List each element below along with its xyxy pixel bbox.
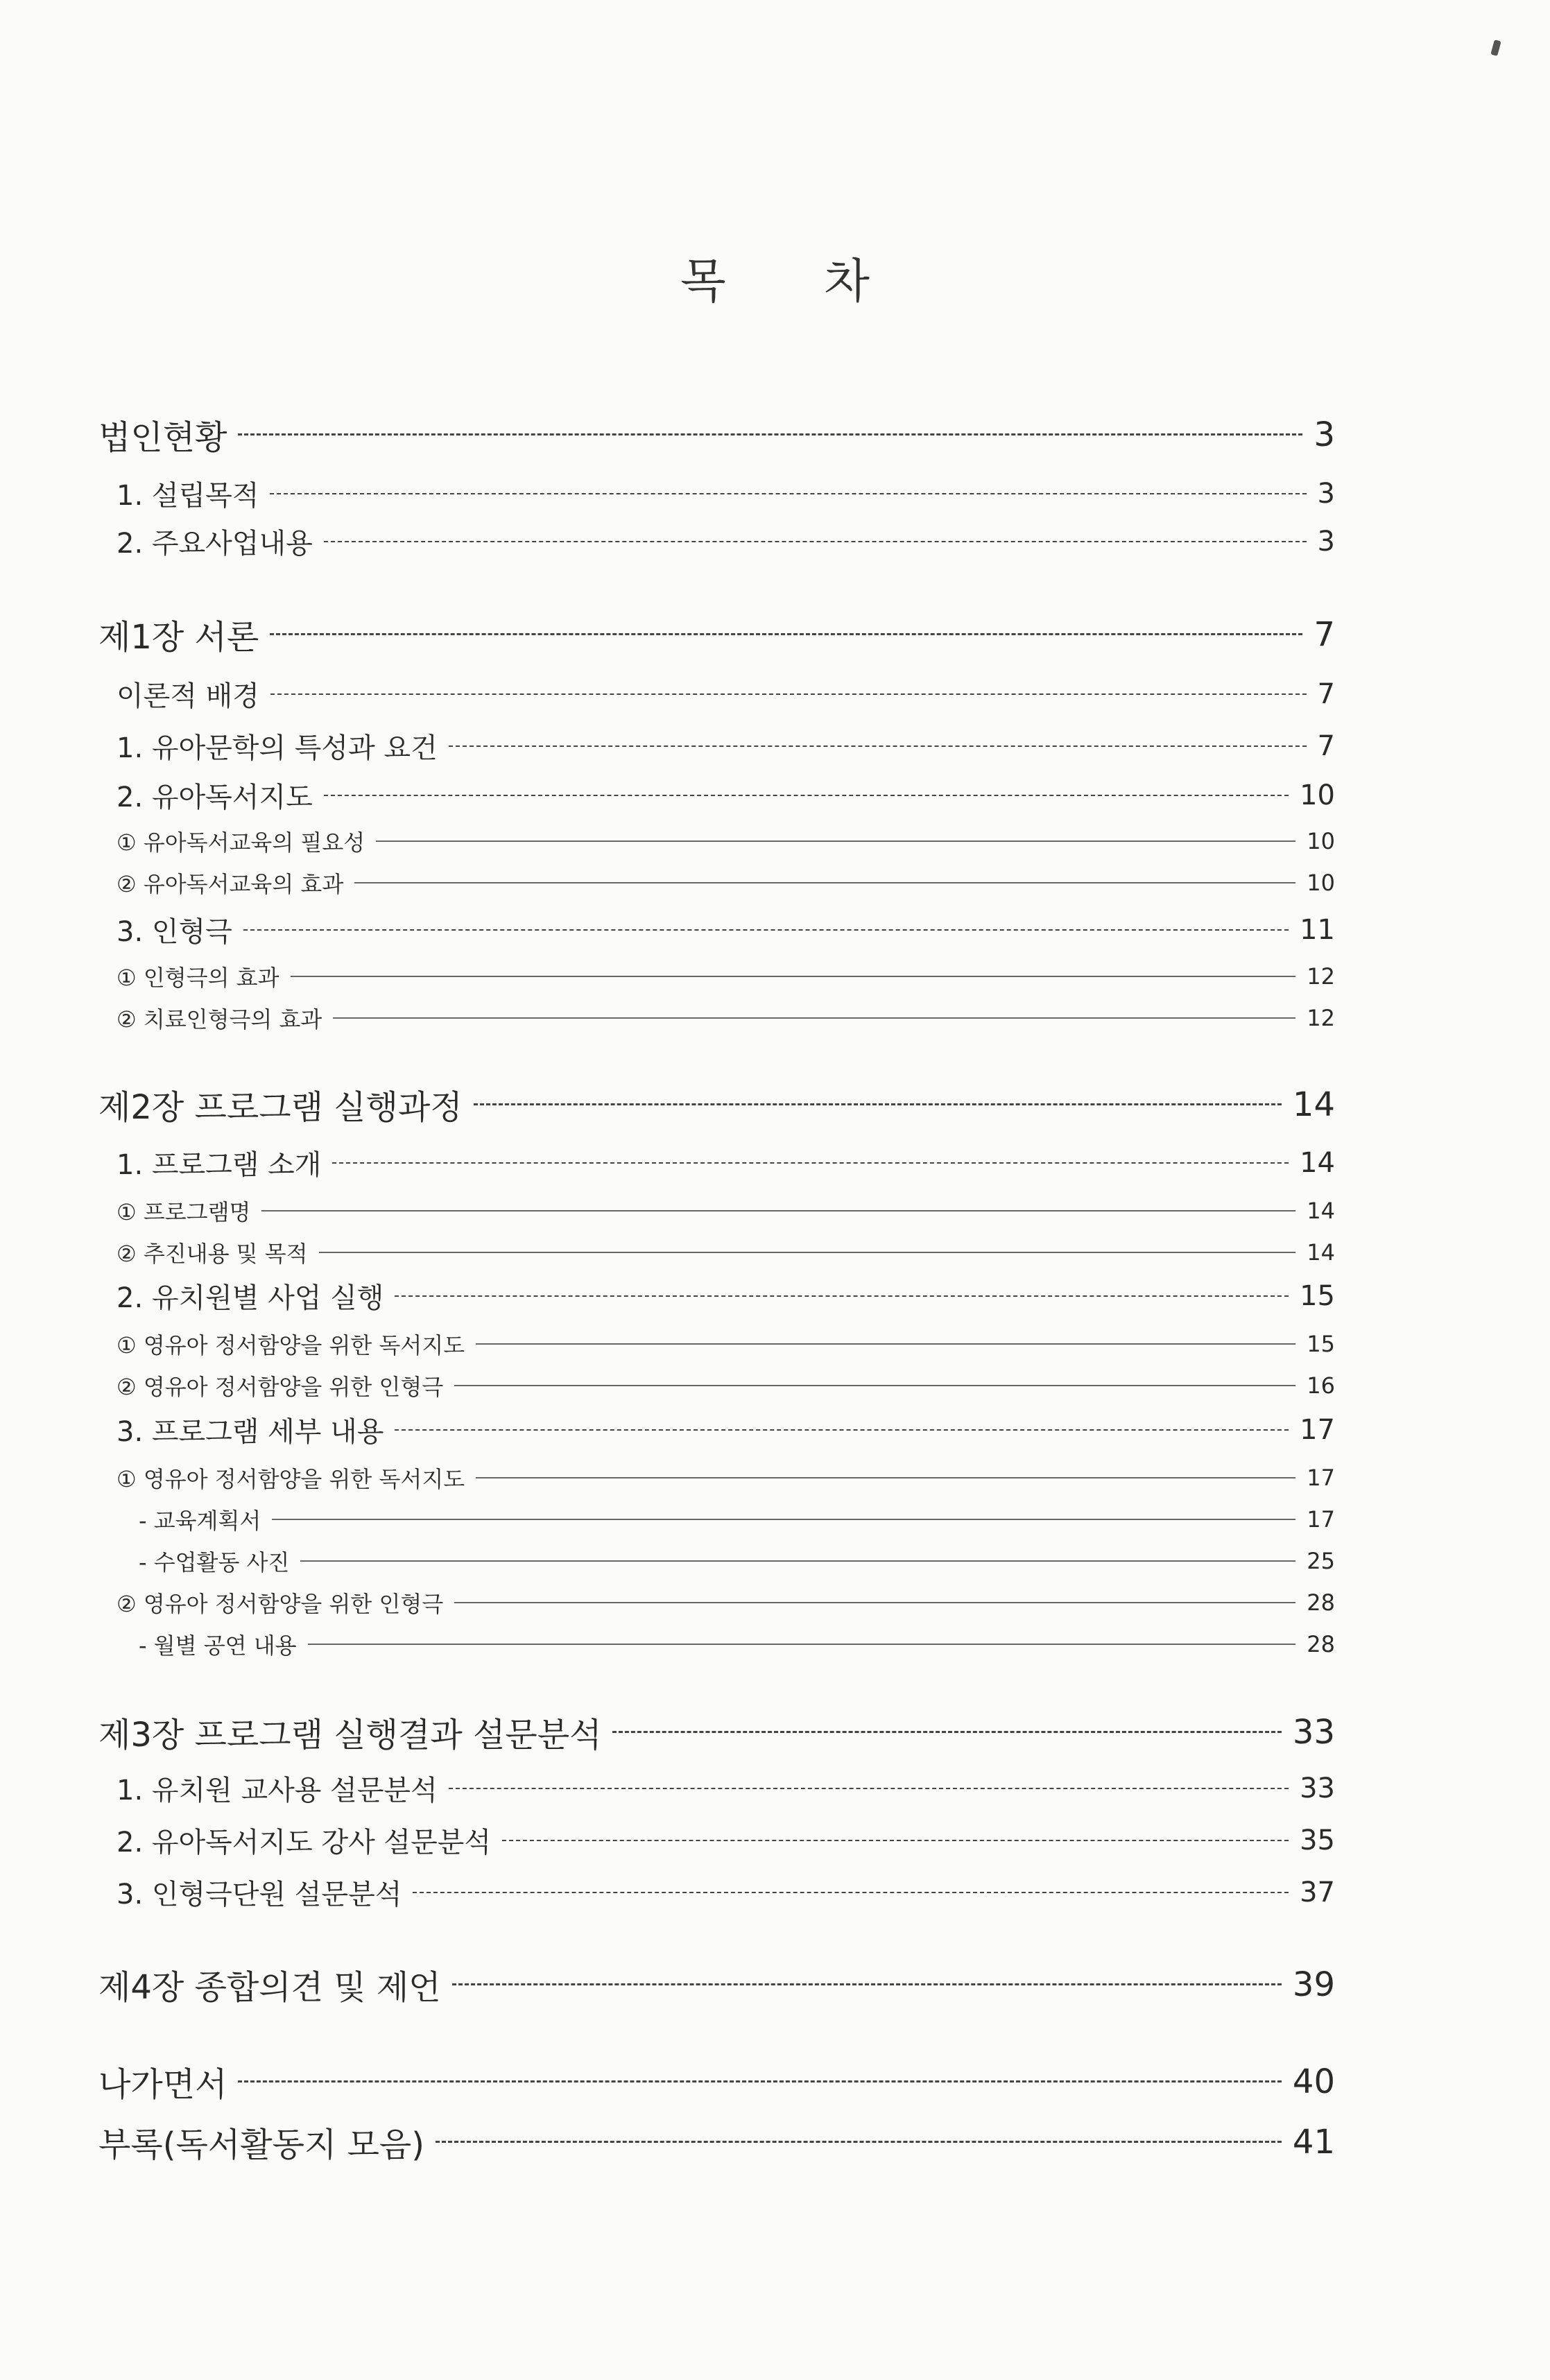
toc-leader	[272, 1519, 1295, 1520]
toc-page: 7	[1314, 614, 1335, 654]
toc-page: 17	[1300, 1413, 1335, 1446]
page-title: 목 차	[680, 255, 911, 309]
toc-leader	[332, 1162, 1289, 1164]
toc-entry-instructor-survey	[117, 1820, 1335, 1860]
toc-entry-details-puppet	[117, 1587, 1335, 1619]
toc-entry-monthly-shows	[139, 1628, 1335, 1660]
toc-label: 이론적 배경	[117, 680, 259, 712]
toc-leader	[354, 882, 1295, 883]
toc-page: 7	[1317, 678, 1335, 710]
toc-page: 10	[1307, 870, 1335, 896]
toc-leader	[436, 2141, 1282, 2143]
toc-entry-puppet-show	[117, 910, 1335, 949]
toc-entry-closing	[98, 2058, 1335, 2105]
toc-label: ① 인형극의 효과	[117, 965, 279, 991]
toc-entry-main-business	[117, 521, 1335, 561]
toc-label: - 교육계획서	[139, 1508, 261, 1534]
toc-leader	[454, 1602, 1295, 1603]
toc-leader	[319, 1252, 1296, 1253]
toc-leader	[395, 1295, 1289, 1297]
toc-page: 35	[1300, 1824, 1335, 1856]
toc-label: ① 영유아 정서함양을 위한 독서지도	[117, 1466, 465, 1492]
toc-leader	[474, 1103, 1282, 1105]
toc-label: ② 영유아 정서함양을 위한 인형극	[117, 1374, 444, 1400]
toc-page: 17	[1307, 1506, 1335, 1533]
toc-page: 7	[1317, 730, 1335, 762]
toc-label: 2. 유치원별 사업 실행	[117, 1282, 384, 1314]
toc-entry-troupe-survey	[117, 1872, 1335, 1912]
toc-label: 1. 프로그램 소개	[117, 1149, 322, 1181]
toc-page: 25	[1307, 1548, 1335, 1574]
toc-label: 제2장 프로그램 실행과정	[98, 1088, 463, 1127]
toc-leader	[502, 1840, 1289, 1841]
toc-page: 3	[1317, 525, 1335, 558]
toc-label: ② 추진내용 및 목적	[117, 1241, 308, 1267]
toc-leader	[333, 1017, 1295, 1019]
toc-page: 16	[1307, 1372, 1335, 1399]
toc-leader	[261, 1210, 1295, 1211]
toc-leader	[270, 493, 1306, 494]
toc-leader	[238, 433, 1302, 436]
toc-entry-chapter-3	[98, 1708, 1335, 1756]
toc-entry-program-details	[117, 1410, 1335, 1449]
toc-label: 2. 주요사업내용	[117, 528, 313, 560]
toc-leader	[270, 693, 1307, 695]
toc-page: 33	[1300, 1772, 1335, 1804]
toc-entry-emotion-reading	[117, 1328, 1335, 1360]
toc-label: - 월별 공연 내용	[139, 1632, 297, 1659]
toc-label: 2. 유아독서지도	[117, 782, 313, 813]
toc-entry-chapter-1	[98, 610, 1335, 658]
toc-page: 3	[1317, 477, 1335, 510]
toc-leader	[395, 1429, 1289, 1431]
toc-label: 3. 인형극단원 설문분석	[117, 1879, 402, 1911]
toc-label: ① 영유아 정서함양을 위한 독서지도	[117, 1332, 465, 1359]
toc-label: 3. 프로그램 세부 내용	[117, 1416, 384, 1448]
toc-page: 12	[1307, 963, 1335, 990]
toc-page: 41	[1292, 2122, 1335, 2162]
toc-entry-reading-effect	[117, 867, 1335, 899]
toc-label: 제3장 프로그램 실행결과 설문분석	[98, 1716, 602, 1754]
toc-leader	[300, 1560, 1295, 1562]
toc-label: ② 치료인형극의 효과	[117, 1006, 322, 1033]
ink-mark	[1490, 40, 1501, 56]
toc-page: 39	[1292, 1965, 1335, 2004]
toc-page: 15	[1307, 1331, 1335, 1357]
toc-label: 1. 설립목적	[117, 480, 259, 512]
toc-page: 14	[1300, 1146, 1335, 1179]
toc-leader	[476, 1477, 1295, 1478]
toc-leader	[243, 929, 1289, 931]
toc-leader	[324, 795, 1289, 796]
toc-leader	[449, 1788, 1289, 1789]
toc-page: 28	[1307, 1631, 1335, 1657]
toc-leader	[452, 1983, 1282, 1985]
toc-entry-reading-necessity	[117, 825, 1335, 857]
toc-entry-children-literature	[117, 726, 1335, 766]
toc-label: 부록(독서활동지 모음)	[98, 2125, 425, 2164]
toc-label: 2. 유아독서지도 강사 설문분석	[117, 1827, 491, 1859]
toc-label: - 수업활동 사진	[139, 1549, 290, 1576]
toc-label: 1. 유치원 교사용 설문분석	[117, 1775, 438, 1806]
toc-entry-appendix	[98, 2118, 1335, 2166]
toc-entry-reading-guidance	[117, 775, 1335, 815]
toc-label: 3. 인형극	[117, 916, 232, 948]
toc-leader	[270, 633, 1302, 635]
toc-page: 17	[1307, 1465, 1335, 1491]
toc-label: 제1장 서론	[98, 618, 259, 657]
toc-entry-class-photos	[139, 1545, 1335, 1577]
toc-leader	[454, 1385, 1295, 1386]
toc-leader	[308, 1644, 1296, 1645]
toc-page: 15	[1300, 1279, 1335, 1312]
toc-page: 33	[1292, 1712, 1335, 1752]
toc-entry-program-intro	[117, 1143, 1335, 1182]
toc-entry-corporate-status	[98, 411, 1335, 458]
toc-leader	[612, 1731, 1281, 1733]
toc-leader	[291, 976, 1296, 977]
toc-page: 10	[1300, 779, 1335, 811]
toc-entry-theoretical-background	[117, 674, 1335, 714]
toc-leader	[238, 2080, 1281, 2082]
toc-page: 14	[1292, 1085, 1335, 1124]
toc-page: 11	[1300, 913, 1335, 946]
toc-entry-emotion-puppet	[117, 1370, 1335, 1402]
toc-page: 10	[1307, 828, 1335, 854]
toc-leader	[324, 541, 1307, 542]
toc-entry-details-reading	[117, 1462, 1335, 1494]
toc-page: 37	[1300, 1876, 1335, 1908]
toc-entry-program-purpose	[117, 1236, 1335, 1268]
toc-entry-therapy-puppet-effect	[117, 1002, 1335, 1034]
toc-page: 28	[1307, 1589, 1335, 1616]
toc-label: 1. 유아문학의 특성과 요건	[117, 732, 438, 764]
toc-entry-program-name	[117, 1195, 1335, 1227]
toc-label: 제4장 종합의견 및 제언	[98, 1968, 441, 2007]
toc-leader	[413, 1892, 1289, 1893]
toc-entry-lesson-plan	[139, 1503, 1335, 1535]
toc-entry-puppet-effect	[117, 960, 1335, 992]
toc-entry-teacher-survey	[117, 1768, 1335, 1808]
toc-leader	[376, 840, 1295, 842]
toc-label: ① 프로그램명	[117, 1199, 251, 1225]
toc-label: ② 유아독서교육의 효과	[117, 871, 344, 897]
toc-page: 14	[1307, 1198, 1335, 1224]
toc-label: 법인현황	[98, 418, 227, 457]
toc-label: ① 유아독서교육의 필요성	[117, 829, 365, 856]
toc-entry-kindergarten-execution	[117, 1276, 1335, 1316]
toc-leader	[476, 1343, 1295, 1345]
toc-label: ② 영유아 정서함양을 위한 인형극	[117, 1591, 444, 1617]
toc-entry-chapter-4	[98, 1960, 1335, 2008]
toc-page: 12	[1307, 1005, 1335, 1031]
toc-entry-chapter-2	[98, 1080, 1335, 1128]
toc-entry-founding-purpose	[117, 474, 1335, 513]
toc-page: 40	[1292, 2062, 1335, 2101]
toc-label: 나가면서	[98, 2065, 227, 2104]
toc-leader	[449, 745, 1307, 747]
toc-page: 14	[1307, 1239, 1335, 1266]
toc-page: 3	[1314, 415, 1335, 454]
